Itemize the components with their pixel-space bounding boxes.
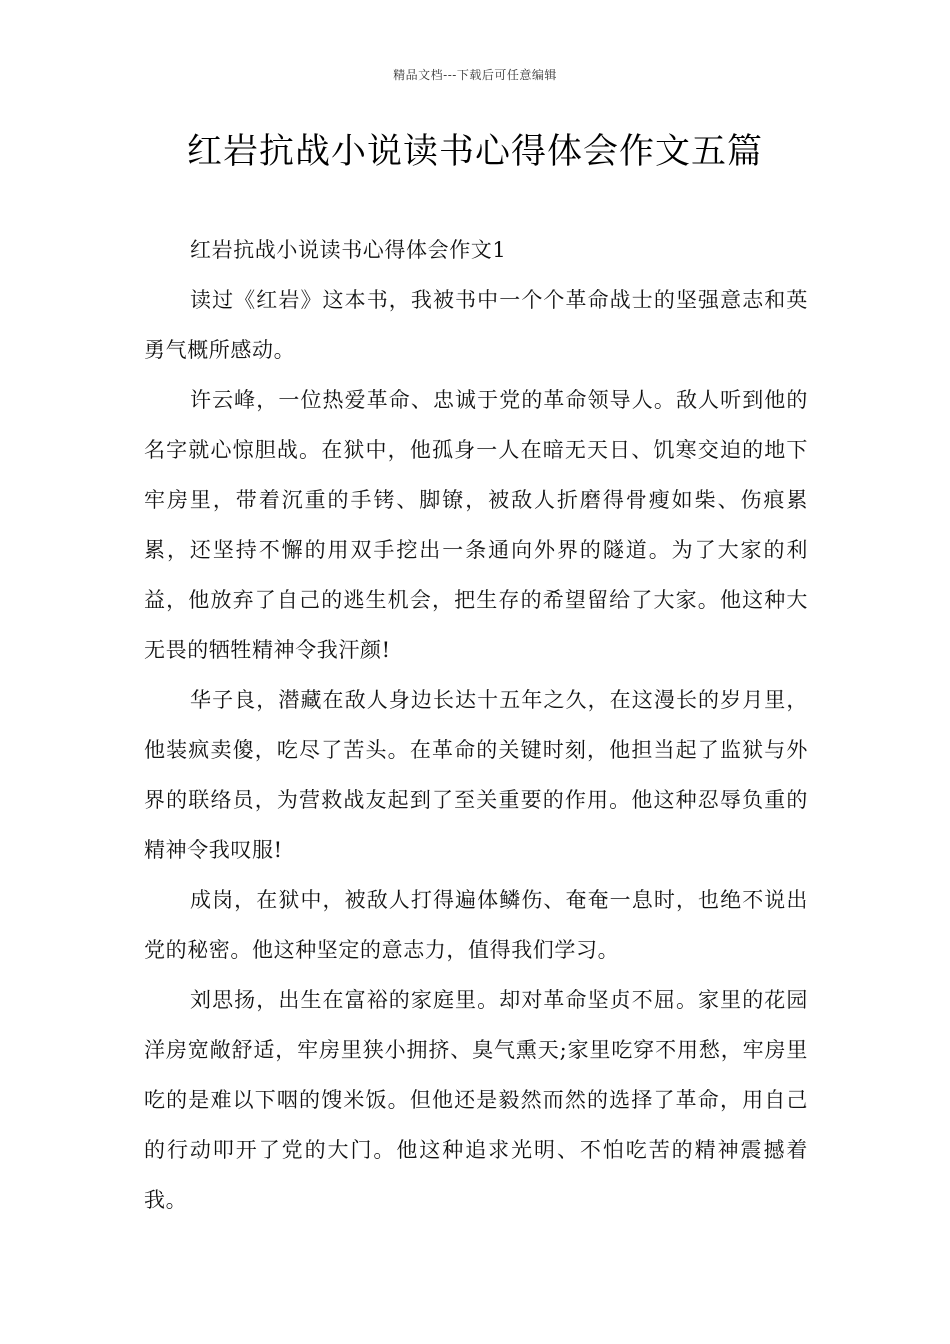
document-title: 红岩抗战小说读书心得体会作文五篇	[186, 132, 763, 172]
paragraph: 成岗，在狱中，被敌人打得遍体鳞伤、奄奄一息时，也绝不说出党的秘密。他这种坚定的意志力，值得我们学习。	[144, 888, 808, 962]
paragraph: 华子良，潜藏在敌人身边长达十五年之久，在这漫长的岁月里，他装疯卖傻，吃尽了苦头。在革命的关键时刻，他担当起了监狱与外界的联络员，为营救战友起到了至关重要的作用。他这种忍辱负重的精神令我叹服!	[144, 688, 808, 862]
paragraph: 读过《红岩》这本书，我被书中一个个革命战士的坚强意志和英勇气概所感动。	[144, 288, 808, 362]
section-heading: 红岩抗战小说读书心得体会作文1	[190, 238, 507, 262]
paragraph: 刘思扬，出生在富裕的家庭里。却对革命坚贞不屈。家里的花园洋房宽敞舒适，牢房里狭小拥挤、臭气熏天;家里吃穿不用愁，牢房里吃的是难以下咽的馊米饭。但他还是毅然而然的选择了革命，用自己的行动叩开了党的大门。他这种追求光明、不怕吃苦的精神震撼着我。	[144, 988, 808, 1212]
document-body	[144, 225, 808, 1225]
header-note: 精品文档---下载后可任意编辑	[393, 68, 557, 82]
paragraph: 许云峰，一位热爱革命、忠诚于党的革命领导人。敌人听到他的名字就心惊胆战。在狱中，他孤身一人在暗无天日、饥寒交迫的地下牢房里，带着沉重的手铐、脚镣，被敌人折磨得骨瘦如柴、伤痕累累，还坚持不懈的用双手挖出一条通向外界的隧道。为了大家的利益，他放弃了自己的逃生机会，把生存的希望留给了大家。他这种大无畏的牺牲精神令我汗颜!	[144, 388, 808, 662]
